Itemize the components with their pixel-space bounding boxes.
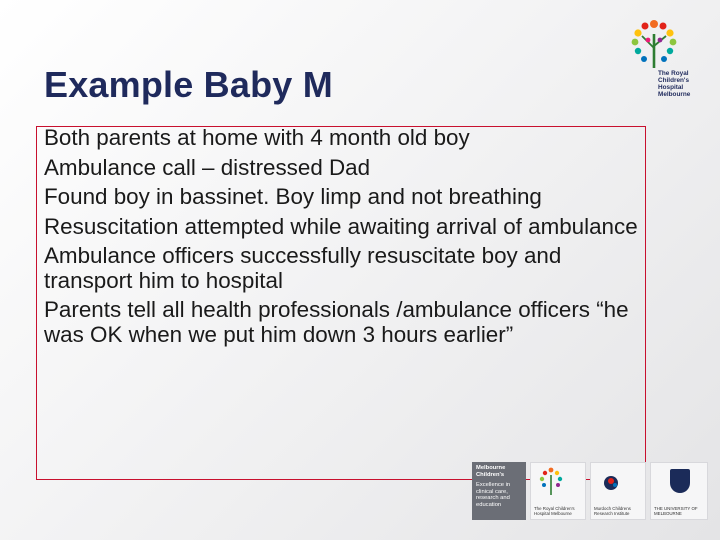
bullet-item: Resuscitation attempted while awaiting arrival of ambulance <box>44 213 638 239</box>
bullet-item: Parents tell all health professionals /ambulance officers “he was OK when we put him down 3 hours earlier” <box>44 297 629 347</box>
rch-partner-logo <box>530 462 586 520</box>
mcri-icon <box>591 463 647 497</box>
bullet-item: Both parents at home with 4 month old boy <box>44 125 470 150</box>
rch-tree-small-icon <box>531 463 587 497</box>
bullet-item: Ambulance call – distressed Dad <box>44 154 371 180</box>
slide-title: Example Baby M <box>44 64 333 105</box>
partner-logos <box>472 462 716 522</box>
uom-logo <box>650 462 708 520</box>
rch-logo <box>622 16 710 108</box>
partner-tagline: Excellence in clinical care, research and education <box>476 482 511 508</box>
partner-name: Melbourne Children's <box>476 465 506 478</box>
partner-label: THE UNIVERSITY OF MELBOURNE <box>654 506 698 516</box>
partner-label: Murdoch Childrens Research Institute <box>594 506 631 516</box>
bullet-item: Ambulance officers successfully resuscitate boy and transport him to hospital <box>44 243 562 293</box>
logo-text: The Royal Children's Hospital Melbourne <box>658 70 691 98</box>
mcri-logo <box>590 462 646 520</box>
bullet-list <box>44 126 654 352</box>
partner-label: The Royal Children's Hospital Melbourne <box>534 506 575 516</box>
melbourne-childrens-logo <box>472 462 526 520</box>
bullet-item: Found boy in bassinet. Boy limp and not breathing <box>44 184 542 209</box>
uom-crest-icon <box>670 469 690 493</box>
rch-tree-icon <box>626 16 710 72</box>
